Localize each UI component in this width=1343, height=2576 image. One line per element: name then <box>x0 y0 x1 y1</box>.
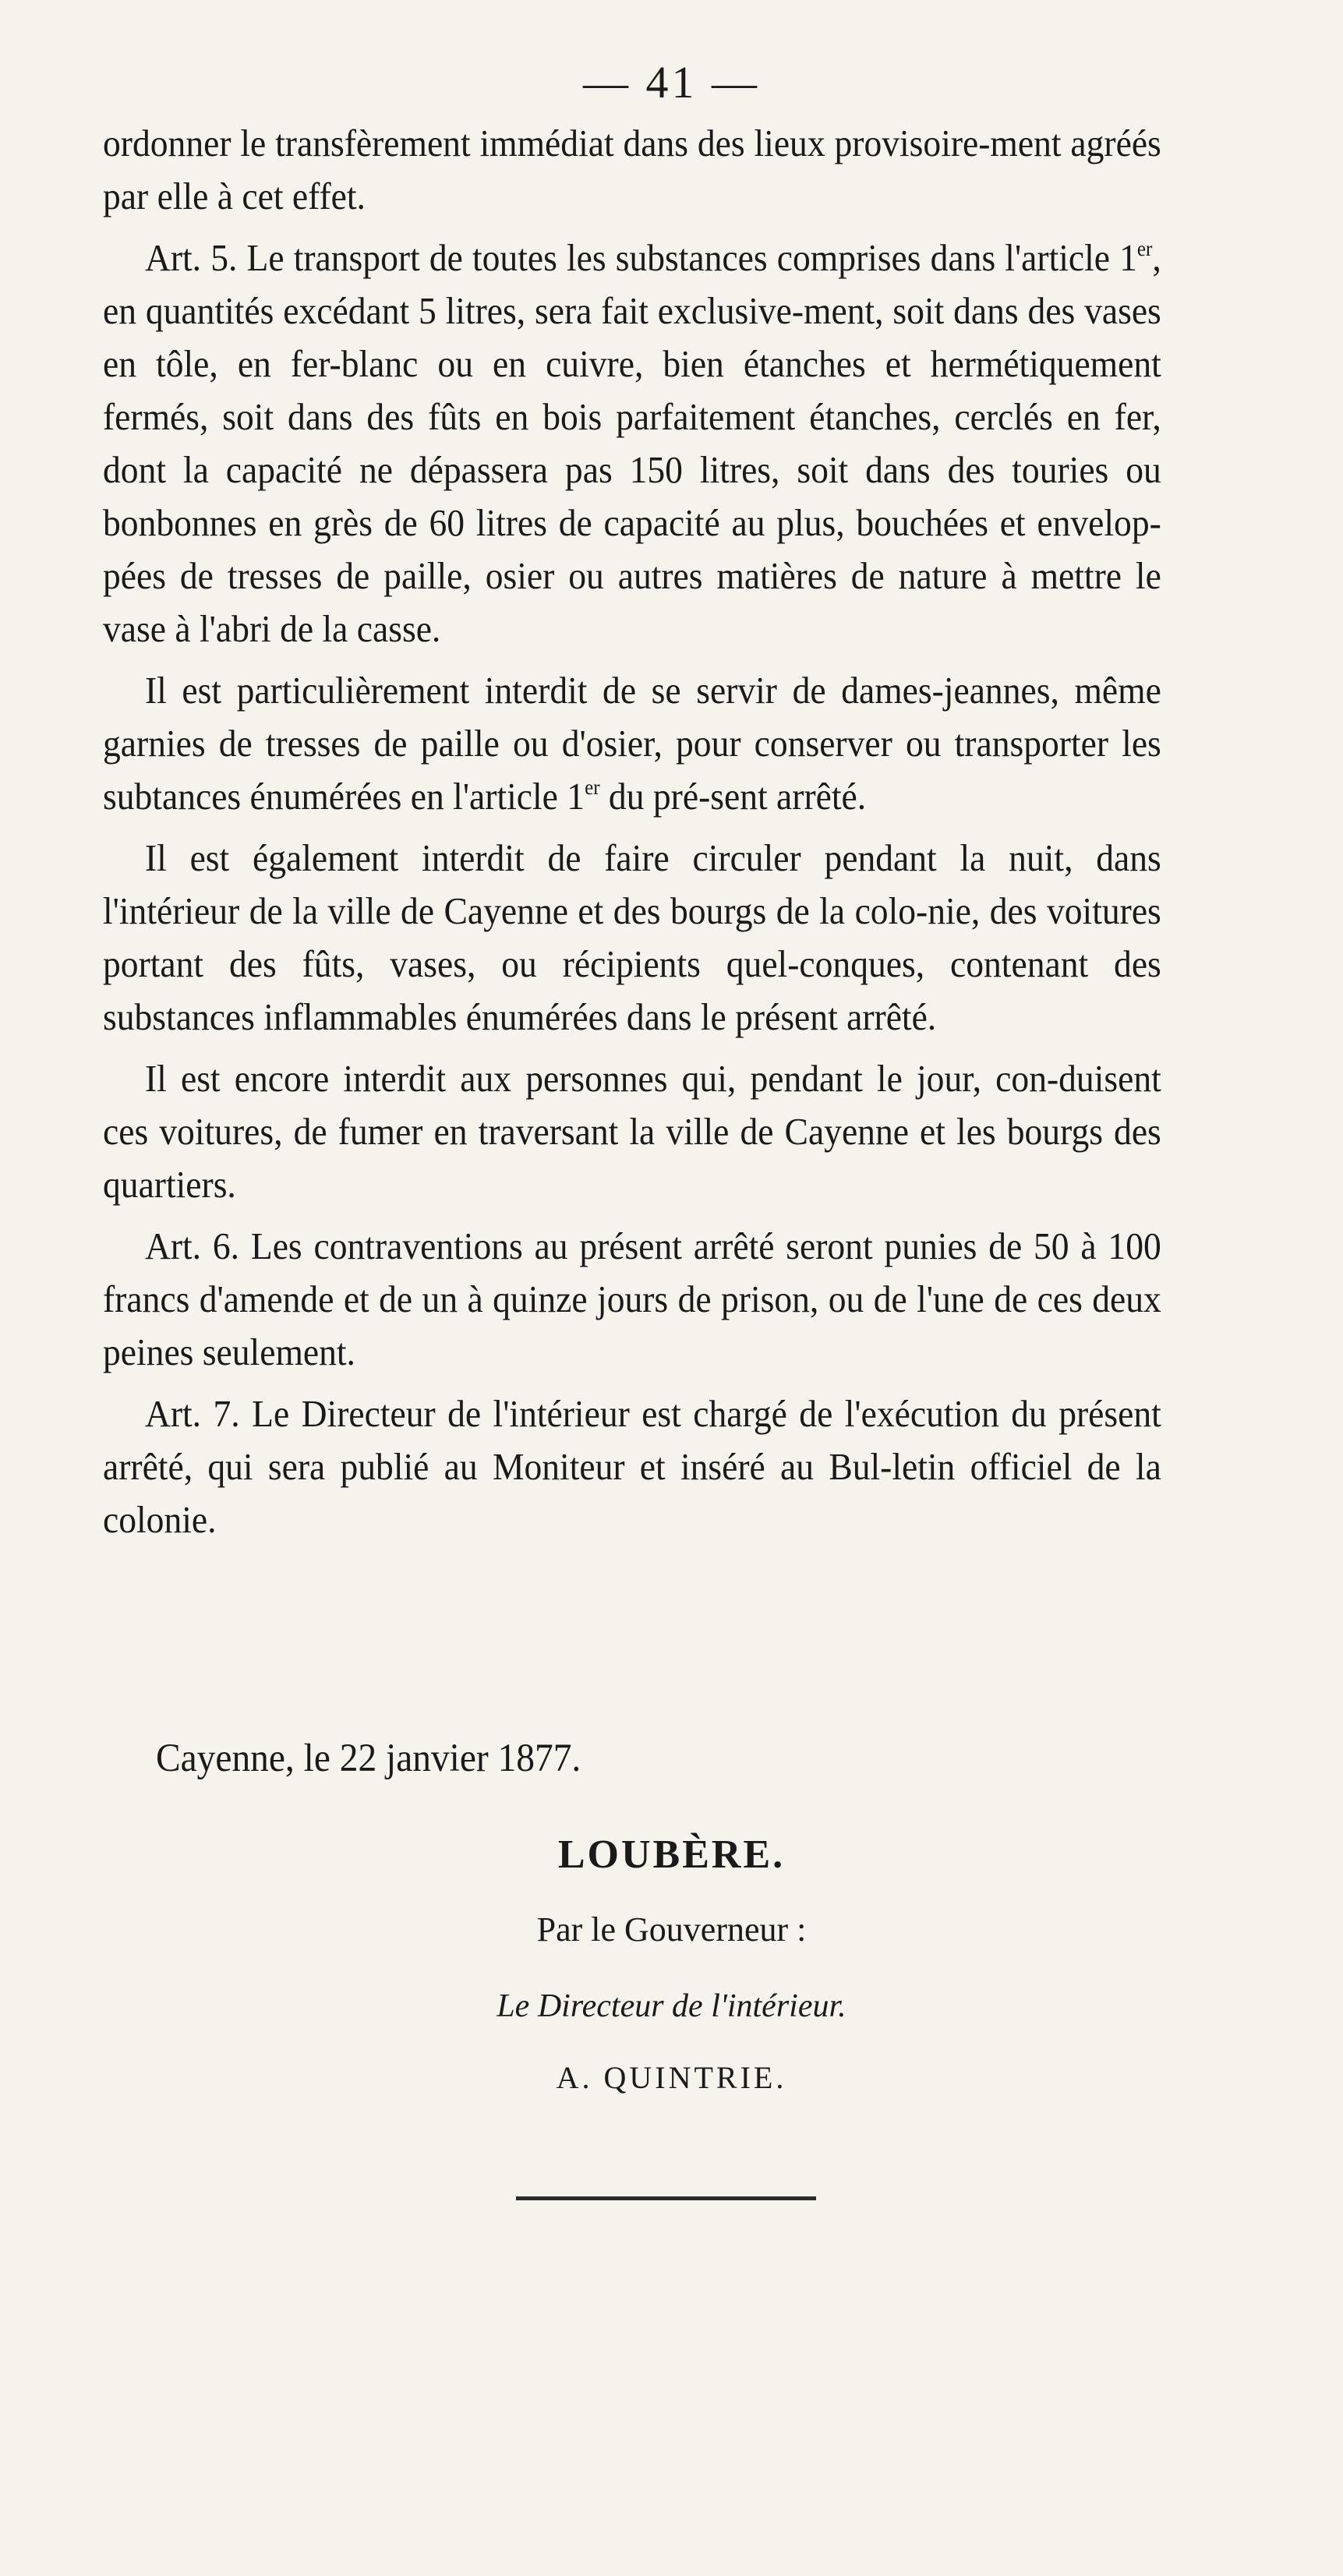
paragraph-continuation: ordonner le transfèrement immédiat dans des lieux provisoire-ment agréés par elle à cet effet. <box>103 122 1161 217</box>
body-text <box>103 117 1161 1555</box>
paragraph-article-6: Art. 6. Les contraventions au présent arrêté seront punies de 50 à 100 francs d'amende et de un à quinze jours de prison, ou de l'une de ces deux peines seulement. <box>103 1224 1161 1373</box>
signature-name: LOUBÈRE. <box>557 1832 786 1877</box>
paragraph-smoking: Il est encore interdit aux personnes qui, pendant le jour, con-duisent ces voitures, de fumer en traversant la ville de Cayenne et les bourgs des quartiers. <box>103 1057 1161 1206</box>
paragraph-article-5: Art. 5. Le transport de toutes les substances comprises dans l'article 1er, en quantités excédant 5 litres, sera fait exclusive-ment, soit dans des vases en tôle, en fer-blanc ou en cuivre, bien étanches et hermétiquement fermés, soit dans des fûts en bois parfaitement étanches, cerclés en fer, dont la capacité ne dépassera pas 150 litres, soit dans des touries ou bonbonnes en grès de 60 litres de capacité au plus, bouchées et envelop-pées de tresses de paille, osier ou autres matières de nature à mettre le vase à l'abri de la casse. <box>103 236 1161 650</box>
paragraph-dames-jeannes: Il est particulièrement interdit de se servir de dames-jeannes, même garnies de tresses de paille ou d'osier, pour conserver ou transporter les subtances énumérées en l'article 1er du pré-sent arrêté. <box>103 669 1161 818</box>
paragraph-article-7: Art. 7. Le Directeur de l'intérieur est chargé de l'exécution du présent arrêté, qui sera publié au Moniteur et inséré au Bul-letin officiel de la colonie. <box>103 1392 1161 1541</box>
dateline: Cayenne, le 22 janvier 1877. <box>156 1737 581 1780</box>
signature-role: Le Directeur de l'intérieur. <box>497 1988 846 2024</box>
page-number: — 41 — <box>583 57 760 108</box>
paragraph-night-circulation: Il est également interdit de faire circuler pendant la nuit, dans l'intérieur de la ville de Cayenne et des bourgs de la colo-nie, des voitures portant des fûts, vases, ou récipients quel-conques, contenant des substances inflammables énumérées dans le présent arrêté. <box>103 836 1161 1038</box>
signature-official: A. QUINTRIE. <box>556 2060 787 2095</box>
signature-by-line: Par le Gouverneur : <box>536 1910 807 1949</box>
closing-rule <box>516 2196 816 2200</box>
